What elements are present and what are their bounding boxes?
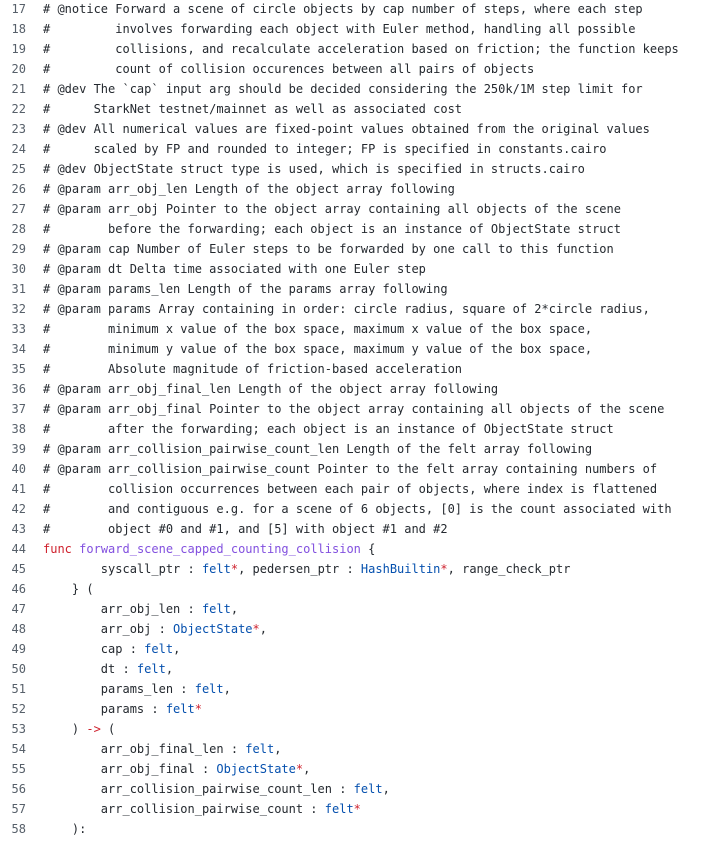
code-line-20 (0, 59, 727, 79)
code-line-32 (0, 299, 727, 319)
comment-text: # @param arr_obj Pointer to the object array containing all objects of the scene (43, 202, 621, 216)
comment-text: # StarkNet testnet/mainnet as well as associated cost (43, 102, 463, 116)
code-line-47 (0, 599, 727, 619)
line-number: 28 (11, 222, 26, 236)
code-line-38 (0, 419, 727, 439)
code-line-22 (0, 99, 727, 119)
comment-text: # Absolute magnitude of friction-based acceleration (43, 362, 463, 376)
line-number: 31 (11, 282, 26, 296)
comment-text: # @param arr_obj_final_len Length of the object array following (43, 382, 499, 396)
type-name: felt (201, 562, 231, 576)
comment-text: # @dev ObjectState struct type is used, which is specified in structs.cairo (43, 162, 585, 176)
code-line-33 (0, 319, 727, 339)
line-number: 33 (11, 322, 26, 336)
code-line-35 (0, 359, 727, 379)
comment-text: # @param cap Number of Euler steps to be forwarded by one call to this function (43, 242, 614, 256)
param-name: dt : (43, 662, 137, 676)
line-number: 19 (11, 42, 26, 56)
code-line-21 (0, 79, 727, 99)
line-number: 41 (11, 482, 26, 496)
code-line-36 (0, 379, 727, 399)
code-line-55 (0, 759, 727, 779)
line-number: 55 (11, 762, 26, 776)
code-line-45: 45 syscall_ptr : felt*, pedersen_ptr : HashBuiltin*, range_check_ptr (0, 559, 727, 579)
line-number: 53 (11, 722, 26, 736)
comment-text: # @param arr_obj_final Pointer to the object array containing all objects of the scene (43, 402, 665, 416)
type-name: felt (136, 662, 166, 676)
type-name: felt (245, 742, 275, 756)
comment-text: # object #0 and #1, and [5] with object #1 and #2 (43, 522, 448, 536)
code-line-24 (0, 139, 727, 159)
type-name: felt (144, 642, 174, 656)
line-number: 45 (11, 562, 26, 576)
comment-text: # @param params_len Length of the params array following (43, 282, 448, 296)
type-name: felt (194, 682, 224, 696)
line-number: 21 (11, 82, 26, 96)
code-line-29 (0, 239, 727, 259)
punctuation: , (382, 782, 390, 796)
line-number: 29 (11, 242, 26, 256)
punctuation: , (303, 762, 311, 776)
param-name: params : (43, 702, 166, 716)
comment-text: # involves forwarding each object with Euler method, handling all possible (43, 22, 636, 36)
punctuation: , (173, 642, 181, 656)
code-line-41 (0, 479, 727, 499)
code-line-52 (0, 699, 727, 719)
line-number: 44 (11, 542, 26, 556)
code-line-23 (0, 119, 727, 139)
pointer-star: * (295, 762, 304, 776)
line-number: 37 (11, 402, 26, 416)
type-name: felt (201, 602, 231, 616)
line-number: 22 (11, 102, 26, 116)
line-number: 38 (11, 422, 26, 436)
function-name: forward_scene_capped_counting_collision (79, 542, 361, 556)
comment-text: # @param arr_obj_len Length of the object array following (43, 182, 455, 196)
line-number: 48 (11, 622, 26, 636)
pointer-star: * (353, 802, 361, 816)
line-number: 42 (11, 502, 26, 516)
code-line-40 (0, 459, 727, 479)
code-line-31 (0, 279, 727, 299)
param-name: arr_obj_final : (43, 762, 217, 776)
line-number: 39 (11, 442, 26, 456)
line-number: 17 (11, 2, 26, 16)
line-number: 52 (11, 702, 26, 716)
line-number: 20 (11, 62, 26, 76)
param-name: arr_obj_len : (43, 602, 202, 616)
code-line-48 (0, 619, 727, 639)
comment-text: # collision occurrences between each pair of objects, where index is flattened (43, 482, 658, 496)
line-number: 43 (11, 522, 26, 536)
line-number: 27 (11, 202, 26, 216)
comment-text: # @param params Array containing in order: circle radius, square of 2*circle radius, (43, 302, 650, 316)
line-number: 56 (11, 782, 26, 796)
code-line-18 (0, 19, 727, 39)
line-number: 35 (11, 362, 26, 376)
comment-text: # before the forwarding; each object is an instance of ObjectState struct (43, 222, 621, 236)
code-line-53: 53 ) -> ( (0, 719, 727, 739)
comment-text: # scaled by FP and rounded to integer; FP is specified in constants.cairo (43, 142, 607, 156)
code-line-19 (0, 39, 727, 59)
line-number: 18 (11, 22, 26, 36)
return-list (0, 739, 727, 819)
code-line-17 (0, 0, 727, 19)
code-line-37 (0, 399, 727, 419)
comment-text: # @notice Forward a scene of circle objects by cap number of steps, where each step (43, 2, 643, 16)
code-line-46: 46 } ( (0, 579, 727, 599)
code-line-51 (0, 679, 727, 699)
code-line-39 (0, 439, 727, 459)
comment-text: # and contiguous e.g. for a scene of 6 objects, [0] is the count associated with (43, 502, 672, 516)
param-name: cap : (43, 642, 145, 656)
punctuation: , (274, 742, 282, 756)
comment-text: # after the forwarding; each object is an instance of ObjectState struct (43, 422, 614, 436)
param-name: arr_obj : (43, 622, 174, 636)
punctuation: , (259, 622, 267, 636)
return-arrow: -> (86, 722, 101, 736)
line-number: 40 (11, 462, 26, 476)
punctuation: , (165, 662, 174, 676)
code-line-44: 44 func forward_scene_capped_counting_collision { (0, 539, 727, 559)
comment-text: # @dev All numerical values are fixed-point values obtained from the original values (43, 122, 650, 136)
line-number: 26 (11, 182, 26, 196)
code-line-54 (0, 739, 727, 759)
comment-text: # @param arr_collision_pairwise_count Pointer to the felt array containing numbers of (43, 462, 658, 476)
code-line-28 (0, 219, 727, 239)
line-number: 46 (11, 582, 26, 596)
argument-list (0, 599, 727, 719)
comment-text: # minimum y value of the box space, maximum y value of the box space, (43, 342, 593, 356)
line-number: 57 (11, 802, 26, 816)
type-name: felt (165, 702, 195, 716)
code-line-49 (0, 639, 727, 659)
comment-text: # collisions, and recalculate acceleration based on friction; the function keeps (43, 42, 679, 56)
code-line-58: 58 ): (0, 819, 727, 839)
type-name: ObjectState (216, 762, 296, 776)
comment-text: # count of collision occurences between all pairs of objects (43, 62, 535, 76)
code-line-26 (0, 179, 727, 199)
line-number: 30 (11, 262, 26, 276)
type-name: HashBuiltin (360, 562, 441, 576)
param-name: arr_obj_final_len : (43, 742, 246, 756)
param-name: params_len : (43, 682, 195, 696)
param-name: arr_collision_pairwise_count : (43, 802, 325, 816)
punctuation: , (223, 682, 231, 696)
func-keyword: func (43, 542, 72, 556)
pointer-star: * (252, 622, 260, 636)
code-line-56 (0, 779, 727, 799)
line-number: 36 (11, 382, 26, 396)
code-line-50 (0, 659, 727, 679)
code-line-34 (0, 339, 727, 359)
code-line-43 (0, 519, 727, 539)
type-name: felt (324, 802, 354, 816)
comment-text: # minimum x value of the box space, maximum x value of the box space, (43, 322, 593, 336)
line-number: 32 (11, 302, 26, 316)
line-number: 51 (11, 682, 26, 696)
line-number: 25 (11, 162, 26, 176)
param-name: arr_collision_pairwise_count_len : (43, 782, 354, 796)
line-number: 23 (11, 122, 26, 136)
pointer-star: * (194, 702, 202, 716)
code-line-partial (0, 839, 727, 847)
line-number: 54 (11, 742, 26, 756)
line-number: 50 (11, 662, 26, 676)
code-line-27 (0, 199, 727, 219)
line-number: 24 (11, 142, 26, 156)
code-line-25 (0, 159, 727, 179)
line-number: 34 (11, 342, 26, 356)
code-line-30 (0, 259, 727, 279)
line-number: 49 (11, 642, 26, 656)
type-name: felt (353, 782, 383, 796)
line-number: 58 (11, 822, 26, 836)
type-name: ObjectState (173, 622, 253, 636)
code-line-42 (0, 499, 727, 519)
comment-text: # @dev The `cap` input arg should be decided considering the 250k/1M step limit for (43, 82, 643, 96)
code-line-57 (0, 799, 727, 819)
punctuation: , (230, 602, 239, 616)
line-number: 47 (11, 602, 26, 616)
comment-text: # @param dt Delta time associated with one Euler step (43, 262, 426, 276)
comment-text: # @param arr_collision_pairwise_count_len Length of the felt array following (43, 442, 593, 456)
